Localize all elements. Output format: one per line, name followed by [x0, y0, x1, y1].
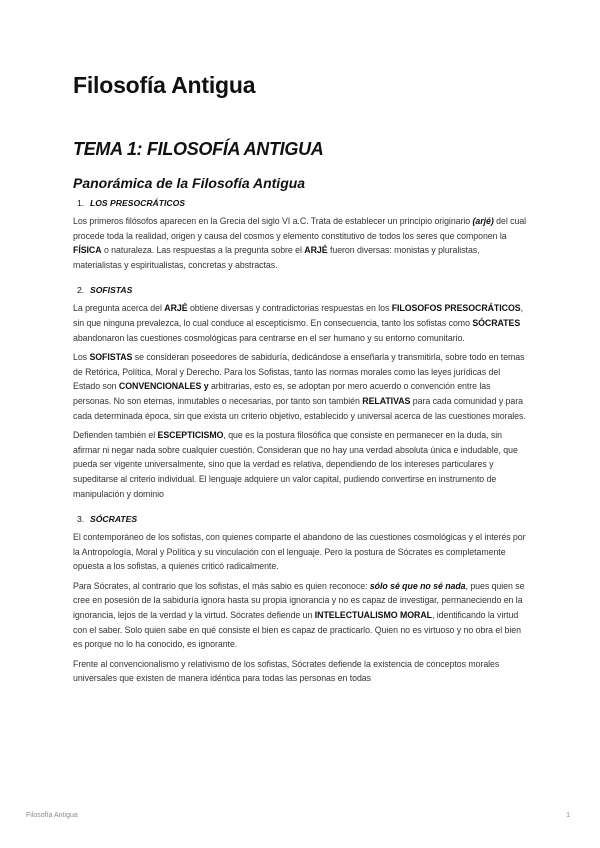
- text-run: , que es la postura filosófica que consiste en permanecer en la duda, sin afirmar ni negar nada sobre cualquier cuestión. Consideran que no hay una verdad absoluta única e indudable, que pueda ser vigente universalmente, sino que la verdad es relativa, dependiendo de los intereses particulares y supeditarse al criterio individual. El lenguaje adquiere un valor capital, pudiendo convertirse en instrumento de manipulación y dominio: [73, 430, 518, 499]
- emphasis-text: ESCEPTICISMO: [157, 430, 224, 441]
- text-run: arbitrarias, esto es, se adoptan por mero acuerdo o convención entre las personas. No son eternas, inmutables o necesarias, por tanto son también: [73, 381, 491, 406]
- paragraph: [73, 350, 528, 423]
- paragraph: [73, 657, 528, 686]
- text-run: abandonaron las cuestiones cosmológicas para centrarse en el ser humano y su entorno comunitario.: [73, 332, 465, 343]
- paragraph: [73, 214, 528, 272]
- section-title: SOFISTAS: [90, 285, 133, 296]
- section-heading: [77, 513, 528, 526]
- text-run: La pregunta acerca del: [73, 303, 165, 314]
- text-run: El contemporáneo de los sofistas, con quienes comparte el abandono de las cuestiones cosmológicas y el interés por la Antropología, Moral y Política y su vinculación con el lenguaje. Pero la postura de Sócrates es completamente opuesta a los sofistas, a quienes criticó radicalmente.: [73, 532, 526, 572]
- emphasis-text: sólo sé que no sé nada: [369, 580, 466, 591]
- section-title: LOS PRESOCRÁTICOS: [90, 198, 186, 208]
- section-title: SÓCRATES: [90, 514, 138, 525]
- emphasis-text: (arjé): [472, 216, 494, 226]
- document-body: [73, 197, 528, 691]
- emphasis-text: FÍSICA: [73, 245, 102, 256]
- text-run: Para Sócrates, al contrario que los sofistas, el más sabio es quien reconoce:: [73, 580, 370, 591]
- section-number: 1.: [77, 198, 85, 208]
- emphasis-text: INTELECTUALISMO MORAL: [314, 610, 432, 621]
- paragraph: [73, 530, 528, 574]
- text-run: se consideran poseedores de sabiduría, dedicándose a enseñarla y transmitirla, sobre todo en temas de Retórica, Política, Moral y Derecho. Para los Sofistas, tanto las normas morales como las leyes jurídicas del Estado son: [73, 352, 525, 392]
- emphasis-text: CONVENCIONALES y: [118, 381, 209, 392]
- footer-title: Filosofía Antigua: [26, 812, 78, 819]
- paragraph: [73, 428, 528, 501]
- text-run: , sin que ninguna prevalezca, lo cual conduce al escepticismo. En consecuencia, tanto los sofistas como: [73, 303, 523, 328]
- emphasis-text: SÓCRATES: [472, 317, 521, 328]
- text-run: Defienden también el: [73, 430, 158, 441]
- tema-heading: TEMA 1: FILOSOFÍA ANTIGUA: [73, 139, 324, 159]
- section-number: 2.: [77, 285, 85, 296]
- text-run: para cada comunidad y para cada determinada época, sin que exista un criterio objetivo, establecido y universal acerca de las cuestiones morales.: [73, 395, 526, 421]
- section-heading: [77, 284, 528, 297]
- emphasis-text: ARJÉ: [304, 245, 328, 256]
- text-run: fueron diversas: monistas y pluralistas, materialistas y espiritualistas, concretas y abstractas.: [73, 245, 480, 270]
- section-heading: [77, 197, 528, 210]
- text-run: Frente al convencionalismo y relativismo de los sofistas, Sócrates defiende la existencia de conceptos morales universales que existen de manera idéntica para todas las personas en todas: [73, 658, 500, 684]
- text-run: obtiene diversas y contradictorias respuestas en los: [187, 303, 392, 314]
- text-run: , pues quien se cree en posesión de la sabiduría ignora hasta su propia ignorancia y no es capaz de investigar, permaneciendo en la ignorancia, lejos de la verdad y la virtud. Sócrates defiende un: [73, 580, 525, 621]
- text-run: o naturaleza. Las respuestas a la pregunta sobre el: [101, 245, 305, 256]
- paragraph: [73, 579, 528, 652]
- text-run: Los: [73, 352, 90, 363]
- footer-page-number: 1: [566, 812, 570, 819]
- text-run: , identificando la virtud con el saber. Solo quien sabe en qué consiste el bien es capaz de practicarlo. Quien no es virtuoso y no obra el bien es porque no lo ha conocido, es ignorante.: [73, 610, 521, 650]
- document-title: Filosofía Antigua: [73, 72, 256, 98]
- emphasis-text: FILOSOFOS PRESOCRÁTICOS: [391, 303, 521, 314]
- emphasis-text: RELATIVAS: [362, 395, 411, 406]
- section-number: 3.: [77, 514, 85, 525]
- section-subtitle: Panorámica de la Filosofía Antigua: [73, 175, 306, 191]
- paragraph: [73, 301, 528, 345]
- text-run: del cual procede toda la realidad, origen y causa del cosmos y elemento constitutivo de todos los seres que componen la: [73, 216, 527, 241]
- text-run: Los primeros filósofos aparecen en la Grecia del siglo VI a.C. Trata de establecer un principio originario: [73, 216, 473, 226]
- emphasis-text: ARJÉ: [164, 303, 188, 314]
- emphasis-text: SOFISTAS: [89, 352, 133, 363]
